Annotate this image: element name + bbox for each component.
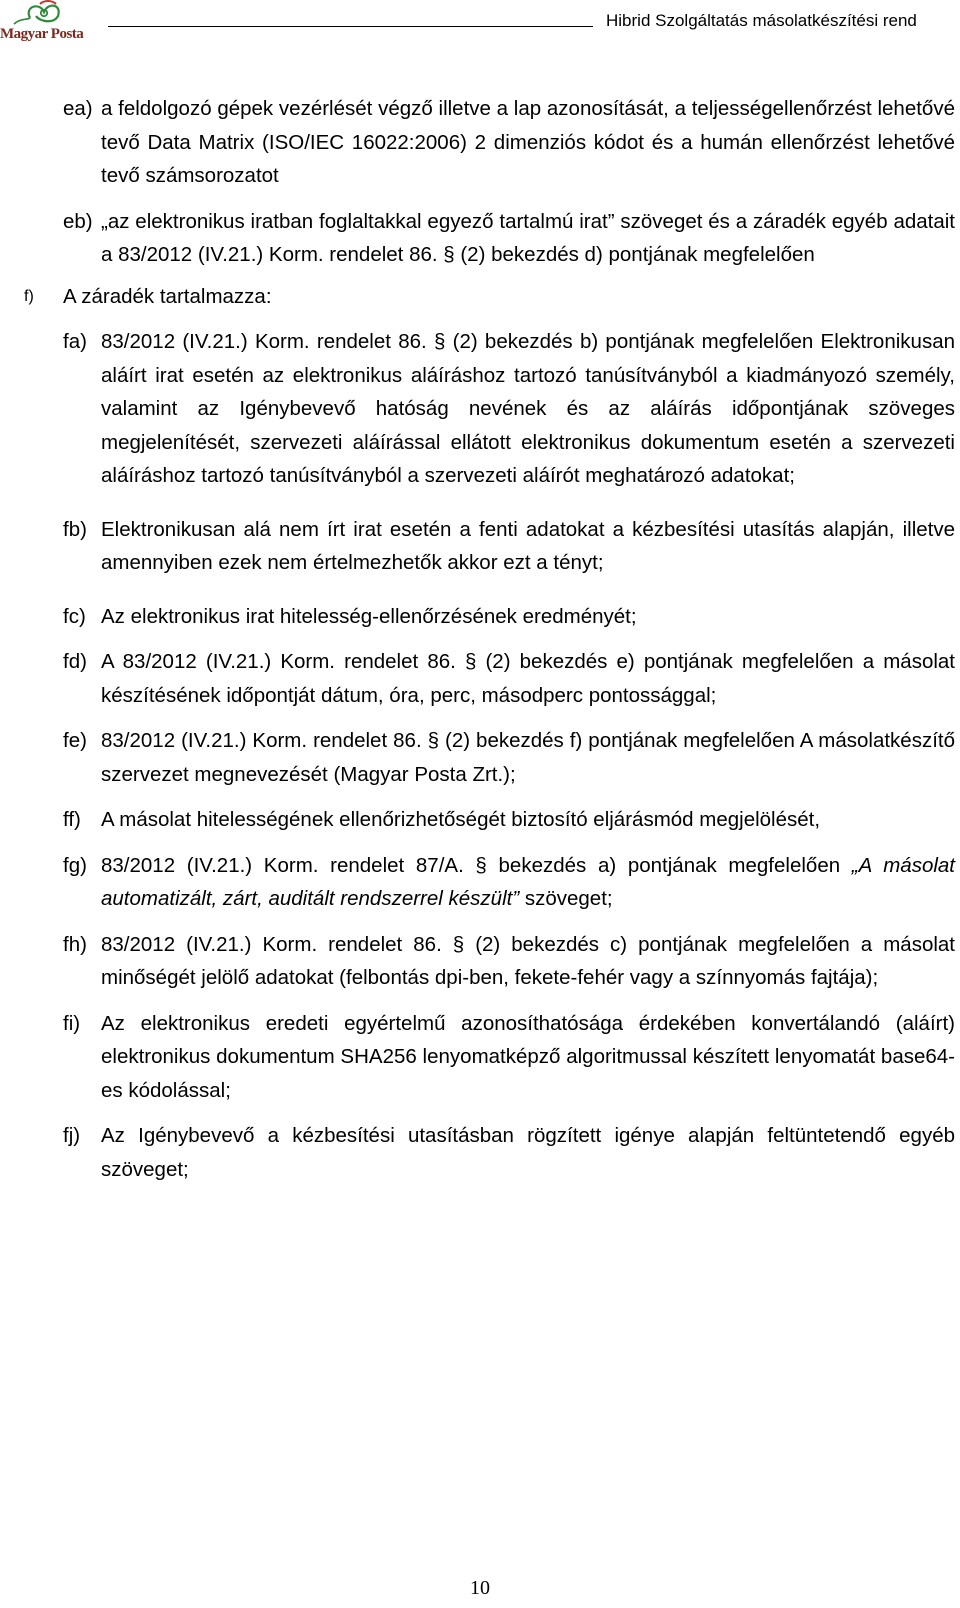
list-item-ea <box>0 92 960 193</box>
list-item-fa <box>0 325 960 493</box>
logo-text: Magyar Posta <box>0 26 84 42</box>
page-number: 10 <box>470 1577 490 1599</box>
item-text: Az elektronikus eredeti egyértelmű azonosíthatósága érdekében konvertálandó (aláírt) elektronikus dokumentum SHA256 lenyomatképző algoritmussal készített lenyomatát base64-es kódolással; <box>101 1011 955 1102</box>
item-label: fa) <box>63 330 87 353</box>
item-text <box>101 849 955 916</box>
list-item-fc <box>0 600 960 634</box>
quoted-phrase: „A másolat automatizált, zárt, auditált rendszerrel készült” <box>101 853 955 910</box>
item-text-part: 83/2012 (IV.21.) Korm. rendelet 87/A. § bekezdés a) pontjának megfelelően <box>101 853 852 877</box>
list-item-fi <box>0 1007 960 1108</box>
item-text: Elektronikusan alá nem írt irat esetén a fenti adatokat a kézbesítési utasítás alapján, illetve amennyiben ezek nem értelmezhetők akkor ezt a tényt; <box>101 517 955 574</box>
item-label: fj) <box>63 1124 81 1147</box>
list-item-fb <box>0 513 960 580</box>
item-label: fb) <box>63 517 87 541</box>
header-rule <box>108 26 593 27</box>
item-text: Az elektronikus irat hitelesség-ellenőrzésének eredményét; <box>101 604 637 628</box>
item-label: f) <box>24 287 34 305</box>
item-label: ff) <box>63 808 81 831</box>
item-text: a feldolgozó gépek vezérlését végző illetve a lap azonosítását, a teljességellenőrzést lehetővé tevő Data Matrix (ISO/IEC 16022:2006) 2 dimenziós kódot és a humán ellenőrzést lehetővé tevő számsorozatot <box>101 97 955 187</box>
list-item-fe <box>0 724 960 791</box>
item-label: fh) <box>63 932 87 956</box>
item-text: 83/2012 (IV.21.) Korm. rendelet 86. § (2) bekezdés f) pontjának megfelelően A másolatkészítő szervezet megnevezését (Magyar Posta Zrt.); <box>101 729 955 786</box>
page-header <box>0 0 960 60</box>
item-label: fe) <box>63 729 87 752</box>
item-label: ea) <box>63 97 93 120</box>
item-text: A másolat hitelességének ellenőrizhetőségét biztosító eljárásmód megjelölését, <box>101 808 821 831</box>
document-title: Hibrid Szolgáltatás másolatkészítési rend <box>606 11 917 30</box>
magyar-posta-logo <box>0 0 84 54</box>
item-label: fd) <box>63 650 87 673</box>
item-label: fi) <box>63 1011 81 1035</box>
list-item-f <box>0 280 960 314</box>
item-text: 83/2012 (IV.21.) Korm. rendelet 86. § (2) bekezdés c) pontjának megfelelően a másolat minőségét jelölő adatokat (felbontás dpi-ben, fekete-fehér vagy a színnyomás fajtája); <box>101 932 955 989</box>
item-label: fg) <box>63 853 87 877</box>
item-text: A 83/2012 (IV.21.) Korm. rendelet 86. § (2) bekezdés e) pontjának megfelelően a másolat készítésének időpontját dátum, óra, perc, másodperc pontossággal; <box>101 650 955 707</box>
list-item-ff <box>0 803 960 837</box>
item-label: fc) <box>63 604 86 628</box>
list-item-fj <box>0 1119 960 1186</box>
list-item-fd <box>0 645 960 712</box>
list-item-eb <box>0 205 960 272</box>
document-body <box>0 92 960 1186</box>
item-text-part: szöveget; <box>519 887 613 910</box>
item-label: eb) <box>63 209 93 233</box>
list-item-fg <box>0 849 960 916</box>
item-text: A záradék tartalmazza: <box>63 284 272 308</box>
item-text: 83/2012 (IV.21.) Korm. rendelet 86. § (2) bekezdés b) pontjának megfelelően Elektronikusan aláírt irat esetén az elektronikus aláíráshoz tartozó tanúsítványból a kiadmányozó személy, valamint az Igénybevevő hatóság nevének és az aláírás időpontjának szöveges megjelenítését, szervezeti aláírással ellátott elektronikus dokumentum esetén a szervezeti aláíráshoz tartozó tanúsítványból a szervezeti aláírót meghatározó adatokat; <box>101 330 955 487</box>
list-item-fh <box>0 928 960 995</box>
item-text: Az Igénybevevő a kézbesítési utasításban rögzített igénye alapján feltüntetendő egyéb szöveget; <box>101 1124 955 1181</box>
item-text: „az elektronikus iratban foglaltakkal egyező tartalmú irat” szöveget és a záradék egyéb adatait a 83/2012 (IV.21.) Korm. rendelet 86. § (2) bekezdés d) pontjának megfelelően <box>101 209 955 266</box>
